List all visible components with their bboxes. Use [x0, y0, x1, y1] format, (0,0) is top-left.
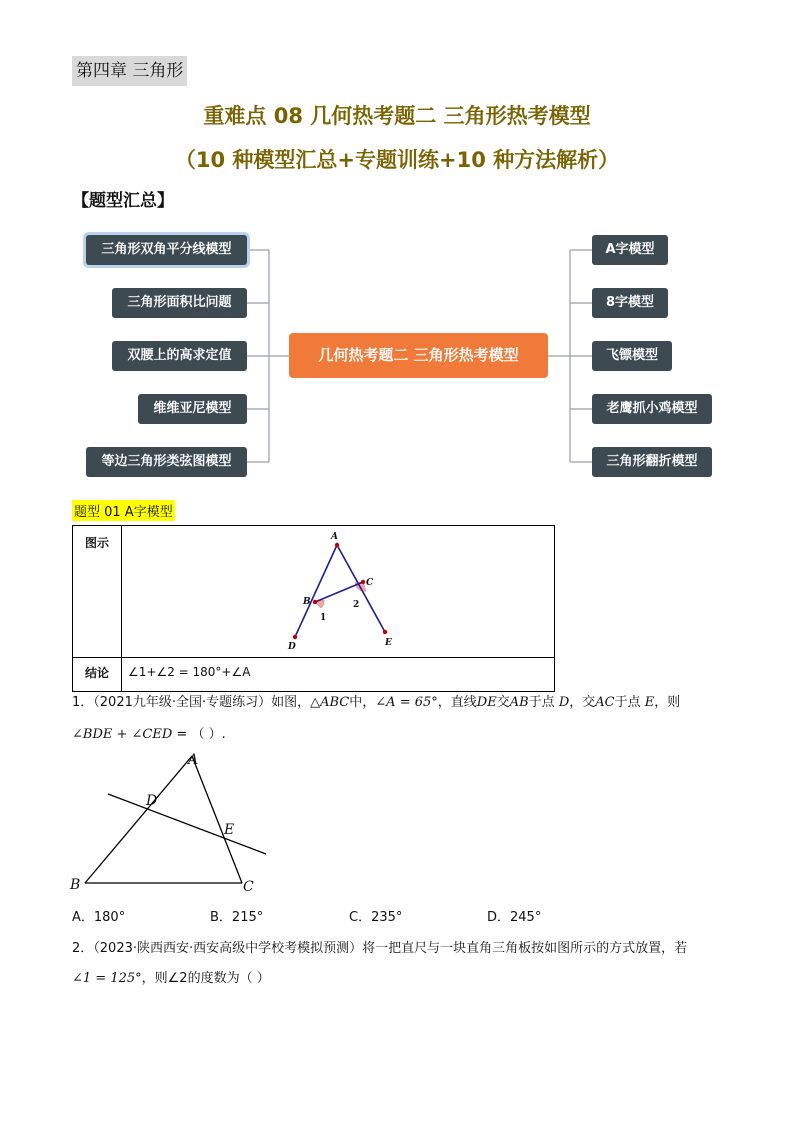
conclusion-header-text: 结论 [84, 666, 109, 680]
q1-fig-label-B: B [70, 877, 81, 893]
q1-text: 于点 [614, 695, 645, 710]
mindmap-node-dart[interactable]: 飞镖模型 [592, 341, 672, 371]
table-row [73, 658, 555, 692]
q2-math-angle1: ∠1 = 125° [72, 971, 142, 986]
fig-label-E: E [385, 638, 392, 648]
mindmap-node-equilateral-chord[interactable]: 等边三角形类弦图模型 [86, 447, 247, 477]
q1-math-triangle: △ABC [310, 695, 350, 710]
table-row [73, 526, 555, 658]
fig-label-C: C [366, 578, 374, 588]
q1-math-sum: ∠BDE + ∠CED [72, 727, 173, 742]
q1-option-d[interactable]: D．245° [487, 910, 542, 925]
mindmap-node-double-bisector[interactable]: 三角形双角平分线模型 [86, 235, 247, 265]
q1-option-a[interactable]: A．180° [72, 910, 126, 925]
type-01-label: 题型 01 A字模型 [72, 500, 175, 521]
mindmap-center-node[interactable]: 几何热考题二 三角形热考模型 [289, 333, 548, 378]
q1-option-c[interactable]: C．235° [349, 910, 403, 925]
mindmap-node-8-shape[interactable]: 8字模型 [592, 288, 668, 318]
mindmap-node-eagle-chick[interactable]: 老鹰抓小鸡模型 [592, 394, 712, 424]
figure-header-cell [73, 526, 122, 658]
q1-text: ，则 [654, 695, 681, 710]
q1-math-ac: AC [595, 695, 615, 710]
fig-label-A: A [331, 532, 338, 542]
q1-fig-label-A: A [188, 752, 199, 768]
figure-cell [122, 526, 555, 658]
model-table [72, 525, 555, 692]
question-2-line-1: 2．（2023·陕西西安·西安高级中学校考模拟预测）将一把直尺与一块直角三角板按如图所示的方式放置，若 [72, 941, 688, 956]
fig-label-2: 2 [353, 600, 360, 610]
question-2-line-2 [72, 968, 732, 990]
figure-header-text: 图示 [84, 536, 109, 550]
conclusion-cell [122, 658, 555, 692]
section-heading: 【题型汇总】 [72, 191, 174, 211]
q1-fig-label-E: E [224, 822, 235, 838]
q1-text: = （ ）. [172, 727, 226, 742]
page-subtitle: （10 种模型汇总+专题训练+10 种方法解析） [174, 148, 620, 172]
q1-fig-label-D: D [146, 793, 158, 809]
q1-text: 中， [349, 695, 376, 710]
q1-text: 交 [496, 695, 510, 710]
fig-label-1: 1 [320, 613, 327, 623]
q2-text: ，则∠2的度数为（ ） [141, 971, 270, 986]
mindmap-node-viviani[interactable]: 维维亚尼模型 [138, 394, 247, 424]
chapter-tag: 第四章 三角形 [72, 56, 187, 86]
question-1-line-1 [72, 692, 732, 714]
q1-text: ，交 [569, 695, 596, 710]
q1-math-angle-a: ∠A = 65° [375, 695, 438, 710]
fig-label-B: B [303, 597, 311, 607]
q1-text: ，直线 [437, 695, 477, 710]
mindmap-node-height-constant[interactable]: 双腰上的高求定值 [112, 341, 247, 371]
fig-label-D: D [288, 642, 296, 652]
q1-math-e: E [644, 695, 655, 710]
q1-text: 于点 [528, 695, 559, 710]
q1-option-b[interactable]: B．215° [210, 910, 264, 925]
question-1-figure [60, 748, 290, 898]
mindmap-node-fold[interactable]: 三角形翻折模型 [592, 447, 712, 477]
q1-math-de: DE [476, 695, 497, 710]
question-1-line-2 [72, 724, 732, 746]
q1-fig-label-C: C [243, 879, 254, 895]
mindmap-node-a-shape[interactable]: A字模型 [592, 235, 668, 265]
mind-map [0, 222, 794, 482]
a-shape-figure [123, 527, 553, 652]
mindmap-node-area-ratio[interactable]: 三角形面积比问题 [112, 288, 247, 318]
conclusion-text: ∠1+∠2 = 180°+∠A [128, 665, 251, 679]
q1-text: 1．（2021九年级·全国·专题练习）如图， [72, 695, 311, 710]
q1-math-d: D [558, 695, 570, 710]
page-title: 重难点 08 几何热考题二 三角形热考模型 [203, 104, 591, 128]
q1-math-ab: AB [509, 695, 529, 710]
conclusion-header-cell [73, 658, 122, 692]
